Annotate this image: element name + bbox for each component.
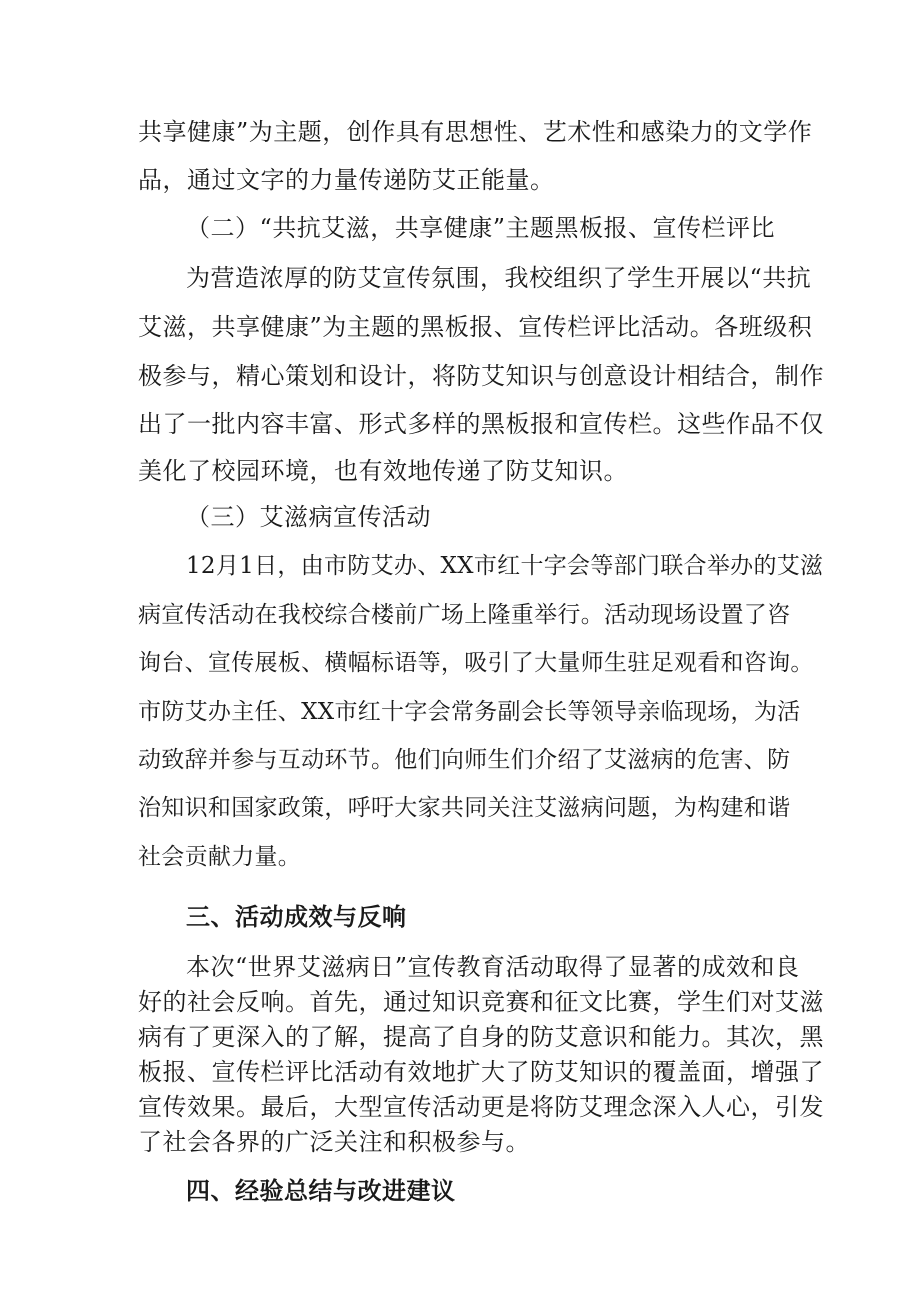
paragraph-line: 为营造浓厚的防艾宣传氛围，我校组织了学生开展以“共抗 (186, 264, 812, 292)
section-heading-results: 三、活动成效与反响 (186, 903, 407, 931)
subheading-aids-campaign: （三）艾滋病宣传活动 (186, 503, 431, 531)
paragraph-line: 病有了更深入的了解，提高了自身的防艾意识和能力。其次，黑 (138, 1023, 824, 1051)
paragraph-line: 极参与，精心策划和设计，将防艾知识与创意设计相结合，制作 (138, 362, 824, 390)
subheading-blackboard-contest: （二）“共抗艾滋，共享健康”主题黑板报、宣传栏评比 (186, 214, 776, 242)
paragraph-line: 好的社会反响。首先，通过知识竞赛和征文比赛，学生们对艾滋 (138, 988, 824, 1016)
paragraph-line: 艾滋，共享健康”为主题的黑板报、宣传栏评比活动。各班级积 (138, 313, 813, 341)
paragraph-line: 共享健康”为主题，创作具有思想性、艺术性和感染力的文学作 (138, 118, 813, 146)
paragraph-line: 12月1日，由市防艾办、XX市红十字会等部门联合举办的艾滋 (186, 553, 824, 579)
paragraph-line: 了社会各界的广泛关注和积极参与。 (138, 1128, 530, 1156)
paragraph-line: 宣传效果。最后，大型宣传活动更是将防艾理念深入人心，引发 (138, 1093, 824, 1121)
paragraph-line: 美化了校园环境，也有效地传递了防艾知识。 (138, 457, 628, 485)
paragraph-line: 治知识和国家政策，呼吁大家共同关注艾滋病问题，为构建和谐 (138, 795, 791, 821)
paragraph-line: 板报、宣传栏评比活动有效地扩大了防艾知识的覆盖面，增强了 (138, 1058, 824, 1086)
paragraph-line: 品，通过文字的力量传递防艾正能量。 (138, 166, 555, 194)
paragraph-line: 出了一批内容丰富、形式多样的黑板报和宣传栏。这些作品不仅 (138, 410, 824, 438)
paragraph-line: 市防艾办主任、XX市红十字会常务副会长等领导亲临现场，为活 (138, 699, 801, 725)
paragraph-line: 社会贡献力量。 (138, 844, 302, 870)
paragraph-line: 本次“世界艾滋病日”宣传教育活动取得了显著的成效和良 (186, 953, 800, 981)
paragraph-line: 病宣传活动在我校综合楼前广场上隆重举行。活动现场设置了咨 (138, 602, 791, 628)
paragraph-line: 动致辞并参与互动环节。他们向师生们介绍了艾滋病的危害、防 (138, 747, 791, 773)
paragraph-line: 询台、宣传展板、横幅标语等，吸引了大量师生驻足观看和咨询。 (138, 650, 814, 676)
section-heading-summary: 四、经验总结与改进建议 (186, 1177, 456, 1205)
